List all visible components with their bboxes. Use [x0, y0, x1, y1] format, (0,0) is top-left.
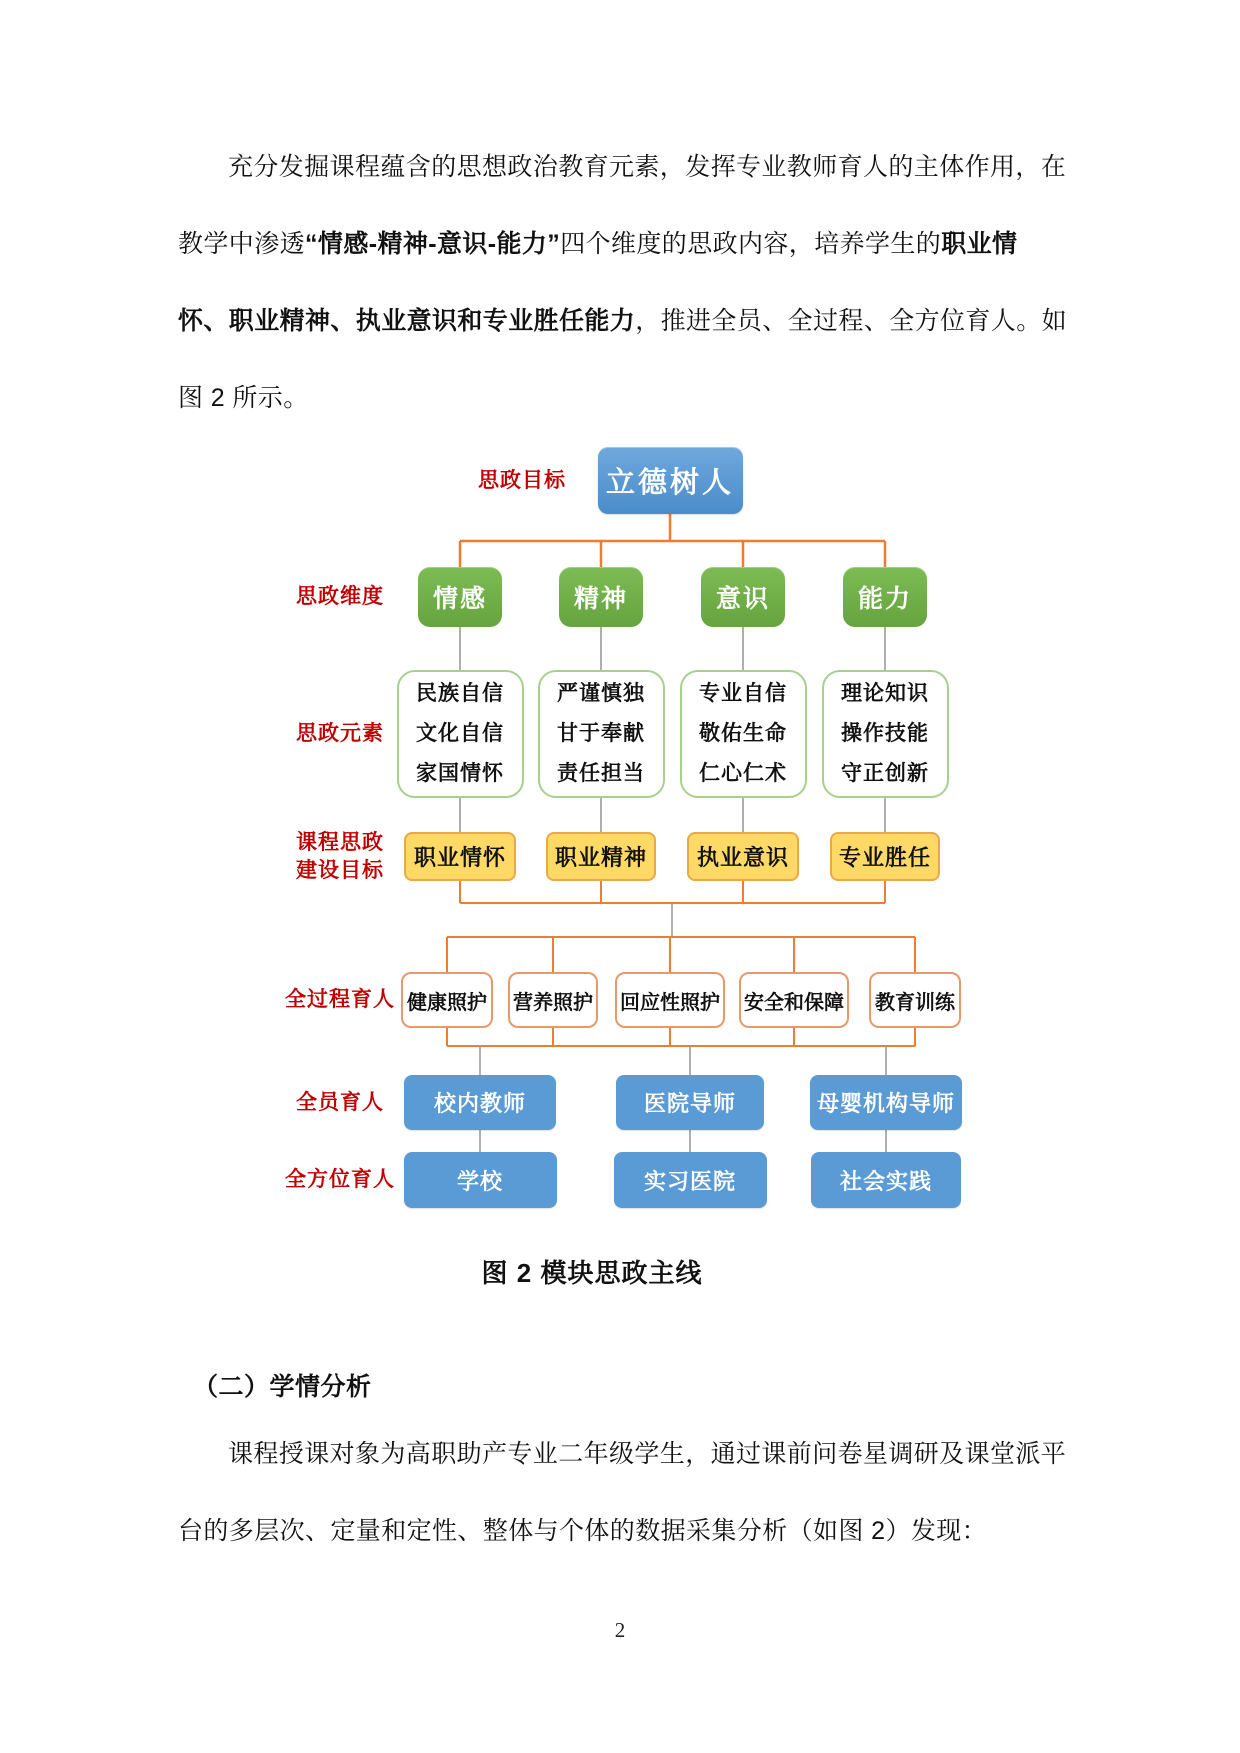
figure-caption: 图 2 模块思政主线 [481, 1258, 703, 1288]
diagram-box: 能力 [843, 567, 927, 627]
diagram-box: 母婴机构导师 [810, 1075, 962, 1130]
diagram-box: 情感 [418, 567, 502, 627]
box-text-line: 操作技能 [841, 722, 929, 745]
diagram-box: 安全和保障 [739, 972, 849, 1028]
paragraph-learner-analysis [178, 1437, 1084, 1591]
diagram-box [822, 670, 949, 798]
box-text-line: 严谨慎独 [557, 682, 645, 705]
text-line [178, 227, 1084, 261]
text-run: ，推进全员、全过程、全方位育人。如 [635, 307, 1068, 335]
label-line: 思政目标 [478, 468, 566, 492]
label-line: 思政维度 [296, 585, 384, 608]
label-line: 全过程育人 [285, 988, 395, 1011]
diagram-row-label-process [260, 986, 420, 1014]
diagram-row-label-goal [420, 467, 580, 495]
diagram-box [680, 670, 807, 798]
text-run: 充分发掘课程蕴含的思想政治教育元素，发挥专业教师育人的主体作用，在 [228, 153, 1067, 181]
text-line [178, 1514, 1084, 1548]
label-line: 全员育人 [296, 1090, 384, 1114]
section-heading: （二）学情分析 [193, 1373, 372, 1401]
diagram-box: 实习医院 [614, 1152, 767, 1208]
diagram-row-label-places [260, 1166, 420, 1194]
box-text-line: 仁心仁术 [699, 762, 787, 785]
diagram-row-label-objectives [260, 829, 420, 885]
box-text-line: 理论知识 [841, 682, 929, 705]
text-run: 教学中渗透 [178, 230, 306, 258]
diagram-box: 社会实践 [811, 1152, 961, 1208]
text-line [178, 381, 1084, 415]
label-line: 全方位育人 [285, 1168, 395, 1191]
text-run: 课程授课对象为高职助产专业二年级学生，通过课前问卷星调研及课堂派平 [228, 1440, 1067, 1468]
box-text-line: 责任担当 [557, 762, 645, 785]
diagram-row-label-dimensions [260, 583, 420, 611]
diagram-box [538, 670, 665, 798]
label-line: 课程思政 [296, 830, 384, 854]
box-text-line: 甘于奉献 [557, 722, 645, 745]
paragraph-intro [178, 150, 1084, 458]
diagram-module-ideology [250, 420, 1010, 1230]
diagram-box: 校内教师 [404, 1075, 556, 1130]
diagram-box: 职业情怀 [404, 832, 516, 881]
diagram-box: 健康照护 [401, 972, 493, 1028]
diagram-box: 医院导师 [616, 1075, 764, 1130]
box-text-line: 守正创新 [841, 762, 929, 785]
diagram-box: 职业精神 [546, 832, 656, 881]
diagram-box: 学校 [404, 1152, 557, 1208]
diagram-row-label-staff [260, 1089, 420, 1117]
diagram-box [397, 670, 524, 798]
text-run: 四个维度的思政内容，培养学生的 [560, 230, 942, 258]
diagram-box: 意识 [701, 567, 785, 627]
box-text-line: 敬佑生命 [699, 722, 787, 745]
diagram-box: 专业胜任 [830, 832, 940, 881]
diagram-box: 执业意识 [687, 832, 799, 881]
text-run: 图 2 所示。 [178, 384, 309, 412]
diagram-box: 营养照护 [508, 972, 598, 1028]
label-line: 建设目标 [296, 858, 384, 882]
box-text-line: 专业自信 [699, 682, 787, 705]
box-text-line: 家国情怀 [416, 762, 504, 785]
label-line: 思政元素 [296, 722, 384, 745]
diagram-box: 回应性照护 [615, 972, 725, 1028]
box-text-line: 民族自信 [416, 682, 504, 705]
text-line [178, 304, 1084, 338]
diagram-box: 立德树人 [598, 447, 743, 514]
diagram-box: 教育训练 [869, 972, 961, 1028]
box-text-line: 文化自信 [416, 722, 504, 745]
text-run: 台的多层次、定量和定性、整体与个体的数据采集分析（如图 2）发现： [178, 1517, 988, 1545]
text-run-bold: 职业情 [941, 230, 1018, 258]
page-number: 2 [614, 1618, 626, 1642]
text-line [178, 1437, 1084, 1471]
text-run-bold: 怀、职业精神、执业意识和专业胜任能力 [178, 307, 636, 335]
text-line [178, 150, 1084, 184]
text-run-bold: “情感-精神-意识-能力” [305, 230, 561, 258]
diagram-box: 精神 [559, 567, 643, 627]
